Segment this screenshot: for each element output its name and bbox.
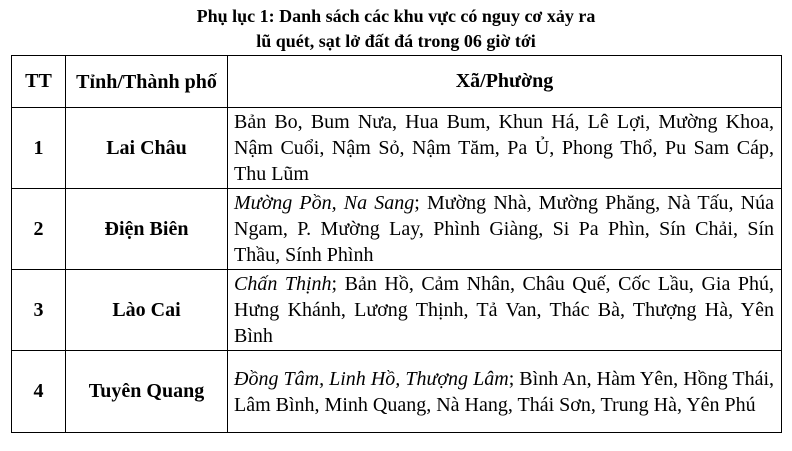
row-communes [228, 270, 782, 351]
row-province: Lào Cai [66, 270, 228, 351]
row-province: Tuyên Quang [66, 351, 228, 433]
communes-italic: Mường Pồn, Na Sang [234, 192, 415, 214]
document-title [0, 4, 792, 54]
title-line-2: lũ quét, sạt lở đất đá trong 06 giờ tới [256, 31, 536, 51]
communes-italic: Đồng Tâm, Linh Hồ, Thượng Lâm [234, 367, 509, 390]
communes-rest: Bản Bo, Bum Nưa, Hua Bum, Khun Há, Lê Lợi, Mường Khoa, Nậm Cuổi, Nậm Sỏ, Nậm Tăm, Pa Ủ, Phong Thổ, Pu Sam Cáp, Thu Lũm [234, 111, 774, 185]
risk-area-table [11, 55, 782, 433]
row-province: Lai Châu [66, 108, 228, 189]
row-communes [228, 189, 782, 270]
row-province: Điện Biên [66, 189, 228, 270]
row-number: 3 [12, 270, 66, 351]
table-header-row [12, 56, 782, 108]
row-number: 2 [12, 189, 66, 270]
row-communes [228, 351, 782, 433]
communes-rest: ; Mường Nhà, Mường Phăng, Nà Tấu, Núa Ngam, P. Mường Lay, Phình Giàng, Si Pa Phìn, Sín Chải, Sín Thầu, Sính Phình [234, 192, 774, 266]
header-tt: TT [12, 56, 66, 108]
table-row [12, 351, 782, 433]
table-row [12, 189, 782, 270]
table-row [12, 108, 782, 189]
row-communes [228, 108, 782, 189]
communes-italic: Chấn Thịnh [234, 273, 332, 295]
header-province: Tỉnh/Thành phố [66, 56, 228, 108]
row-number: 1 [12, 108, 66, 189]
communes-rest: ; Bản Hồ, Cảm Nhân, Châu Quế, Cốc Lầu, Gia Phú, Hưng Khánh, Lương Thịnh, Tả Van, Thác Bà, Thượng Hà, Yên Bình [234, 273, 774, 347]
communes-rest: ; Bình An, Hàm Yên, Hồng Thái, Lâm Bình, Minh Quang, Nà Hang, Thái Sơn, Trung Hà, Yên Phú [234, 367, 775, 416]
title-line-1: Phụ lục 1: Danh sách các khu vực có nguy cơ xảy ra [196, 6, 596, 26]
row-number: 4 [12, 351, 66, 433]
header-communes: Xã/Phường [228, 56, 782, 108]
table-row [12, 270, 782, 351]
